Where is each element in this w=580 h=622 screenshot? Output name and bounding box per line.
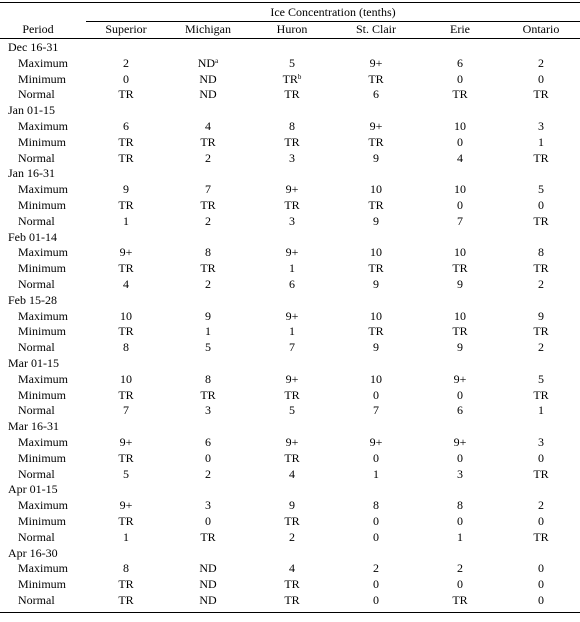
- table-cell: 1: [289, 261, 295, 276]
- table-cell: 2: [205, 213, 211, 228]
- table-cell: TR: [118, 87, 134, 102]
- table-cell: 0: [457, 197, 463, 212]
- table-cell: 8: [205, 245, 211, 260]
- table-cell: 0: [373, 592, 379, 607]
- table-cell: 1: [205, 324, 211, 339]
- table-cell: TR: [368, 261, 384, 276]
- table-cell: TR: [118, 592, 134, 607]
- period-name: Apr 16-30: [8, 545, 58, 560]
- table-cell: 0: [205, 450, 211, 465]
- table-cell: TR: [118, 324, 134, 339]
- table-cell: 9: [373, 213, 379, 228]
- table-cell: 10: [454, 245, 466, 260]
- row-label: Normal: [18, 150, 55, 165]
- row-label: Normal: [18, 340, 55, 355]
- table-cell: TR: [200, 134, 216, 149]
- table-cell: 3: [289, 150, 295, 165]
- table-cell: 10: [120, 371, 132, 386]
- row-label: Minimum: [18, 71, 67, 86]
- table-cell: 1: [457, 529, 463, 544]
- table-cell: TR: [118, 450, 134, 465]
- table-cell: 9+: [369, 434, 383, 449]
- table-cell: TR: [533, 261, 549, 276]
- table-cell: 10: [370, 182, 382, 197]
- table-cell: 0: [457, 513, 463, 528]
- table-cell: 2: [289, 529, 295, 544]
- table-cell: TR: [533, 324, 549, 339]
- row-label: Minimum: [18, 577, 67, 592]
- table-cell: 9: [373, 340, 379, 355]
- table-row: [0, 309, 580, 325]
- table-cell: TR: [284, 134, 300, 149]
- table-cell: 6: [205, 434, 211, 449]
- table-row: [0, 87, 580, 103]
- row-label: Normal: [18, 276, 55, 291]
- row-label: Maximum: [18, 371, 68, 386]
- table-cell: TR: [200, 261, 216, 276]
- header-rule: [0, 38, 580, 39]
- table-cell: TR: [118, 577, 134, 592]
- table-row: [0, 403, 580, 419]
- table-cell: 1: [538, 134, 545, 149]
- period-name: Jan 16-31: [8, 166, 55, 181]
- row-label: Maximum: [18, 55, 68, 70]
- table-cell: TR: [200, 387, 216, 402]
- table-cell: 0: [538, 197, 545, 212]
- table-cell: 0: [205, 513, 211, 528]
- period-row: [0, 40, 580, 56]
- table-row: [0, 561, 580, 577]
- footnote-marker: b: [297, 72, 302, 81]
- table-cell: 0: [538, 577, 545, 592]
- table-row: [0, 514, 580, 530]
- header-lake-st-clair: St. Clair: [355, 22, 396, 36]
- header-lake-ontario: Ontario: [522, 22, 560, 36]
- table-cell: 0: [457, 387, 463, 402]
- row-label: Normal: [18, 403, 55, 418]
- table-cell: 8: [123, 340, 129, 355]
- table-cell: 6: [123, 118, 129, 133]
- table-row: [0, 451, 580, 467]
- period-name: Mar 16-31: [8, 419, 59, 434]
- row-label: Maximum: [18, 308, 68, 323]
- table-cell: 0: [457, 71, 463, 86]
- table-cell: $ND^a$: [197, 55, 219, 70]
- table-cell: 1: [123, 213, 129, 228]
- table-cell: 9: [457, 276, 463, 291]
- table-cell: 3: [289, 213, 295, 228]
- table-row: [0, 72, 580, 88]
- table-cell: 9+: [369, 55, 383, 70]
- table-cell: 0: [538, 450, 545, 465]
- table-cell: 6: [373, 87, 379, 102]
- table-cell: 9+: [119, 498, 133, 513]
- table-cell: 4: [205, 118, 211, 133]
- table-cell: 0: [373, 577, 379, 592]
- table-cell: TR: [284, 592, 300, 607]
- period-name: Feb 01-14: [8, 229, 57, 244]
- table-cell: TR: [368, 324, 384, 339]
- table-cell: TR: [284, 387, 300, 402]
- footnote-marker: a: [215, 56, 219, 65]
- table-cell: 8: [457, 498, 463, 513]
- table-cell: 9+: [119, 434, 133, 449]
- period-row: [0, 356, 580, 372]
- table-row: [0, 498, 580, 514]
- table-cell: 3: [538, 118, 545, 133]
- table-cell: 6: [457, 403, 463, 418]
- table-cell: 3: [538, 434, 545, 449]
- table-cell: 2: [205, 466, 211, 481]
- period-row: [0, 166, 580, 182]
- table-cell: TR: [200, 529, 216, 544]
- table-cell: 7: [457, 213, 463, 228]
- table-cell: 9+: [285, 371, 299, 386]
- row-label: Normal: [18, 466, 55, 481]
- table-cell: 9+: [285, 434, 299, 449]
- table-cell: TR: [452, 324, 468, 339]
- row-label: Minimum: [18, 324, 67, 339]
- table-cell: 5: [538, 371, 545, 386]
- table-cell: 1: [538, 403, 545, 418]
- period-row: [0, 482, 580, 498]
- table-cell: 0: [457, 450, 463, 465]
- table-cell: 9+: [453, 371, 467, 386]
- row-label: Minimum: [18, 197, 67, 212]
- table-cell: 4: [457, 150, 463, 165]
- table-cell: 3: [457, 466, 463, 481]
- table-cell: 10: [120, 308, 132, 323]
- table-cell: TR: [118, 197, 134, 212]
- period-name: Feb 15-28: [8, 292, 57, 307]
- table-cell: 2: [123, 55, 129, 70]
- table-cell: 1: [289, 324, 295, 339]
- table-cell: TR: [284, 450, 300, 465]
- table-cell: ND: [199, 592, 217, 607]
- header-lake-huron: Huron: [276, 22, 308, 36]
- table-cell: TR: [452, 87, 468, 102]
- column-group-title: Ice Concentration (tenths): [270, 5, 396, 19]
- table-cell: 0: [538, 592, 545, 607]
- table-cell: 2: [205, 276, 211, 291]
- table-cell: 9+: [285, 182, 299, 197]
- table-cell: TR: [118, 387, 134, 402]
- table-cell: 8: [123, 561, 129, 576]
- row-label: Minimum: [18, 134, 67, 149]
- row-label: Normal: [18, 529, 55, 544]
- table-cell: 0: [457, 134, 463, 149]
- table-cell: 2: [457, 561, 463, 576]
- top-rule: [0, 2, 580, 3]
- table-cell: TR: [452, 592, 468, 607]
- table-cell: 0: [538, 513, 545, 528]
- table-row: [0, 119, 580, 135]
- table-row: [0, 198, 580, 214]
- table-cell: 9: [457, 340, 463, 355]
- header-lake-superior: Superior: [105, 22, 147, 36]
- row-label: Normal: [18, 213, 55, 228]
- row-label: Minimum: [18, 261, 67, 276]
- table-cell: 8: [205, 371, 211, 386]
- table-cell: 5: [289, 55, 295, 70]
- table-cell: 10: [370, 245, 382, 260]
- table-row: [0, 245, 580, 261]
- table-row: [0, 56, 580, 72]
- table-cell: 0: [373, 529, 379, 544]
- row-label: Minimum: [18, 450, 67, 465]
- table-cell: 1: [123, 529, 129, 544]
- table-row: [0, 593, 580, 609]
- table-cell: 2: [538, 498, 545, 513]
- table-cell: ND: [199, 561, 217, 576]
- period-name: Jan 01-15: [8, 103, 55, 118]
- table-row: [0, 277, 580, 293]
- table-cell: 5: [123, 466, 129, 481]
- table-cell: TR: [284, 87, 300, 102]
- period-name: Dec 16-31: [8, 40, 59, 54]
- table-cell: 1: [373, 466, 379, 481]
- table-cell: 4: [289, 561, 295, 576]
- table-cell: 7: [289, 340, 295, 355]
- table-cell: TR: [284, 577, 300, 592]
- table-cell: 10: [454, 118, 466, 133]
- table-row: [0, 214, 580, 230]
- table-cell: TR: [533, 466, 549, 481]
- header-period: Period: [22, 22, 54, 36]
- table-cell: TR: [533, 150, 549, 165]
- table-cell: ND: [199, 71, 217, 86]
- table-row: [0, 182, 580, 198]
- ice-table-body: [0, 40, 580, 609]
- table-cell: TR: [368, 197, 384, 212]
- table-row: [0, 324, 580, 340]
- table-cell: 5: [289, 403, 295, 418]
- table-cell: TR: [200, 197, 216, 212]
- table-row: [0, 577, 580, 593]
- table-cell: TR: [284, 197, 300, 212]
- table-cell: 0: [373, 387, 379, 402]
- table-cell: TR: [533, 213, 549, 228]
- table-row: [0, 151, 580, 167]
- table-cell: 10: [454, 182, 466, 197]
- ice-table: [0, 40, 580, 609]
- table-cell: TR: [284, 513, 300, 528]
- table-cell: 4: [289, 466, 295, 481]
- period-row: [0, 419, 580, 435]
- table-cell: 9: [123, 182, 129, 197]
- table-cell: 10: [454, 308, 466, 323]
- row-label: Minimum: [18, 387, 67, 402]
- bottom-rule: [0, 612, 580, 613]
- table-cell: 0: [373, 513, 379, 528]
- table-cell: 0: [538, 561, 545, 576]
- table-cell: 9: [373, 150, 379, 165]
- table-cell: 5: [538, 182, 545, 197]
- table-cell: TR: [118, 134, 134, 149]
- table-cell: TR: [533, 529, 549, 544]
- row-label: Maximum: [18, 434, 68, 449]
- row-label: Minimum: [18, 513, 67, 528]
- table-cell: 0: [538, 71, 545, 86]
- period-row: [0, 103, 580, 119]
- row-label: Maximum: [18, 182, 68, 197]
- table-cell: 9+: [453, 434, 467, 449]
- table-cell: TR: [533, 387, 549, 402]
- period-name: Mar 01-15: [8, 355, 59, 370]
- table-cell: TR: [452, 261, 468, 276]
- table-cell: ND: [199, 577, 217, 592]
- table-cell: ND: [199, 87, 217, 102]
- table-cell: 2: [538, 276, 545, 291]
- table-row: [0, 435, 580, 451]
- table-cell: 8: [289, 118, 295, 133]
- table-row: [0, 530, 580, 546]
- table-cell: TR: [368, 134, 384, 149]
- table-row: [0, 135, 580, 151]
- table-cell: 9: [373, 276, 379, 291]
- table-cell: 0: [373, 450, 379, 465]
- table-cell: 7: [373, 403, 379, 418]
- period-row: [0, 293, 580, 309]
- table-cell: 6: [457, 55, 463, 70]
- row-label: Normal: [18, 87, 55, 102]
- table-row: [0, 261, 580, 277]
- table-cell: 2: [538, 55, 545, 70]
- row-label: Maximum: [18, 498, 68, 513]
- table-row: [0, 340, 580, 356]
- row-label: Normal: [18, 592, 55, 607]
- table-cell: TR: [118, 150, 134, 165]
- table-cell: 10: [370, 308, 382, 323]
- row-label: Maximum: [18, 245, 68, 260]
- table-cell: 2: [373, 561, 379, 576]
- row-label: Maximum: [18, 118, 68, 133]
- table-row: [0, 388, 580, 404]
- table-cell: 10: [370, 371, 382, 386]
- table-cell: 9: [205, 308, 211, 323]
- table-cell: 0: [123, 71, 129, 86]
- table-cell: 2: [205, 150, 211, 165]
- period-row: [0, 546, 580, 562]
- table-cell: 9: [289, 498, 295, 513]
- table-cell: 8: [373, 498, 379, 513]
- row-label: Maximum: [18, 561, 68, 576]
- table-cell: 4: [123, 276, 129, 291]
- table-cell: 9+: [285, 245, 299, 260]
- table-cell: 9+: [285, 308, 299, 323]
- header-lake-michigan: Michigan: [185, 22, 231, 36]
- table-cell: TR: [533, 87, 549, 102]
- table-cell: 0: [457, 577, 463, 592]
- table-cell: 7: [205, 182, 211, 197]
- table-cell: 5: [205, 340, 211, 355]
- table-cell: TR: [118, 513, 134, 528]
- table-cell: 6: [289, 276, 295, 291]
- table-cell: 3: [205, 403, 211, 418]
- table-row: [0, 467, 580, 483]
- table-cell: $TR^b$: [282, 71, 302, 86]
- table-cell: 9+: [119, 245, 133, 260]
- header-lake-erie: Erie: [450, 22, 470, 36]
- table-cell: TR: [368, 71, 384, 86]
- table-cell: 3: [205, 498, 211, 513]
- table-cell: 9+: [369, 118, 383, 133]
- table-cell: 9: [538, 308, 545, 323]
- table-cell: 8: [538, 245, 545, 260]
- table-cell: 7: [123, 403, 129, 418]
- period-name: Apr 01-15: [8, 482, 58, 497]
- table-cell: TR: [118, 261, 134, 276]
- period-row: [0, 230, 580, 246]
- table-row: [0, 372, 580, 388]
- table-cell: 2: [538, 340, 545, 355]
